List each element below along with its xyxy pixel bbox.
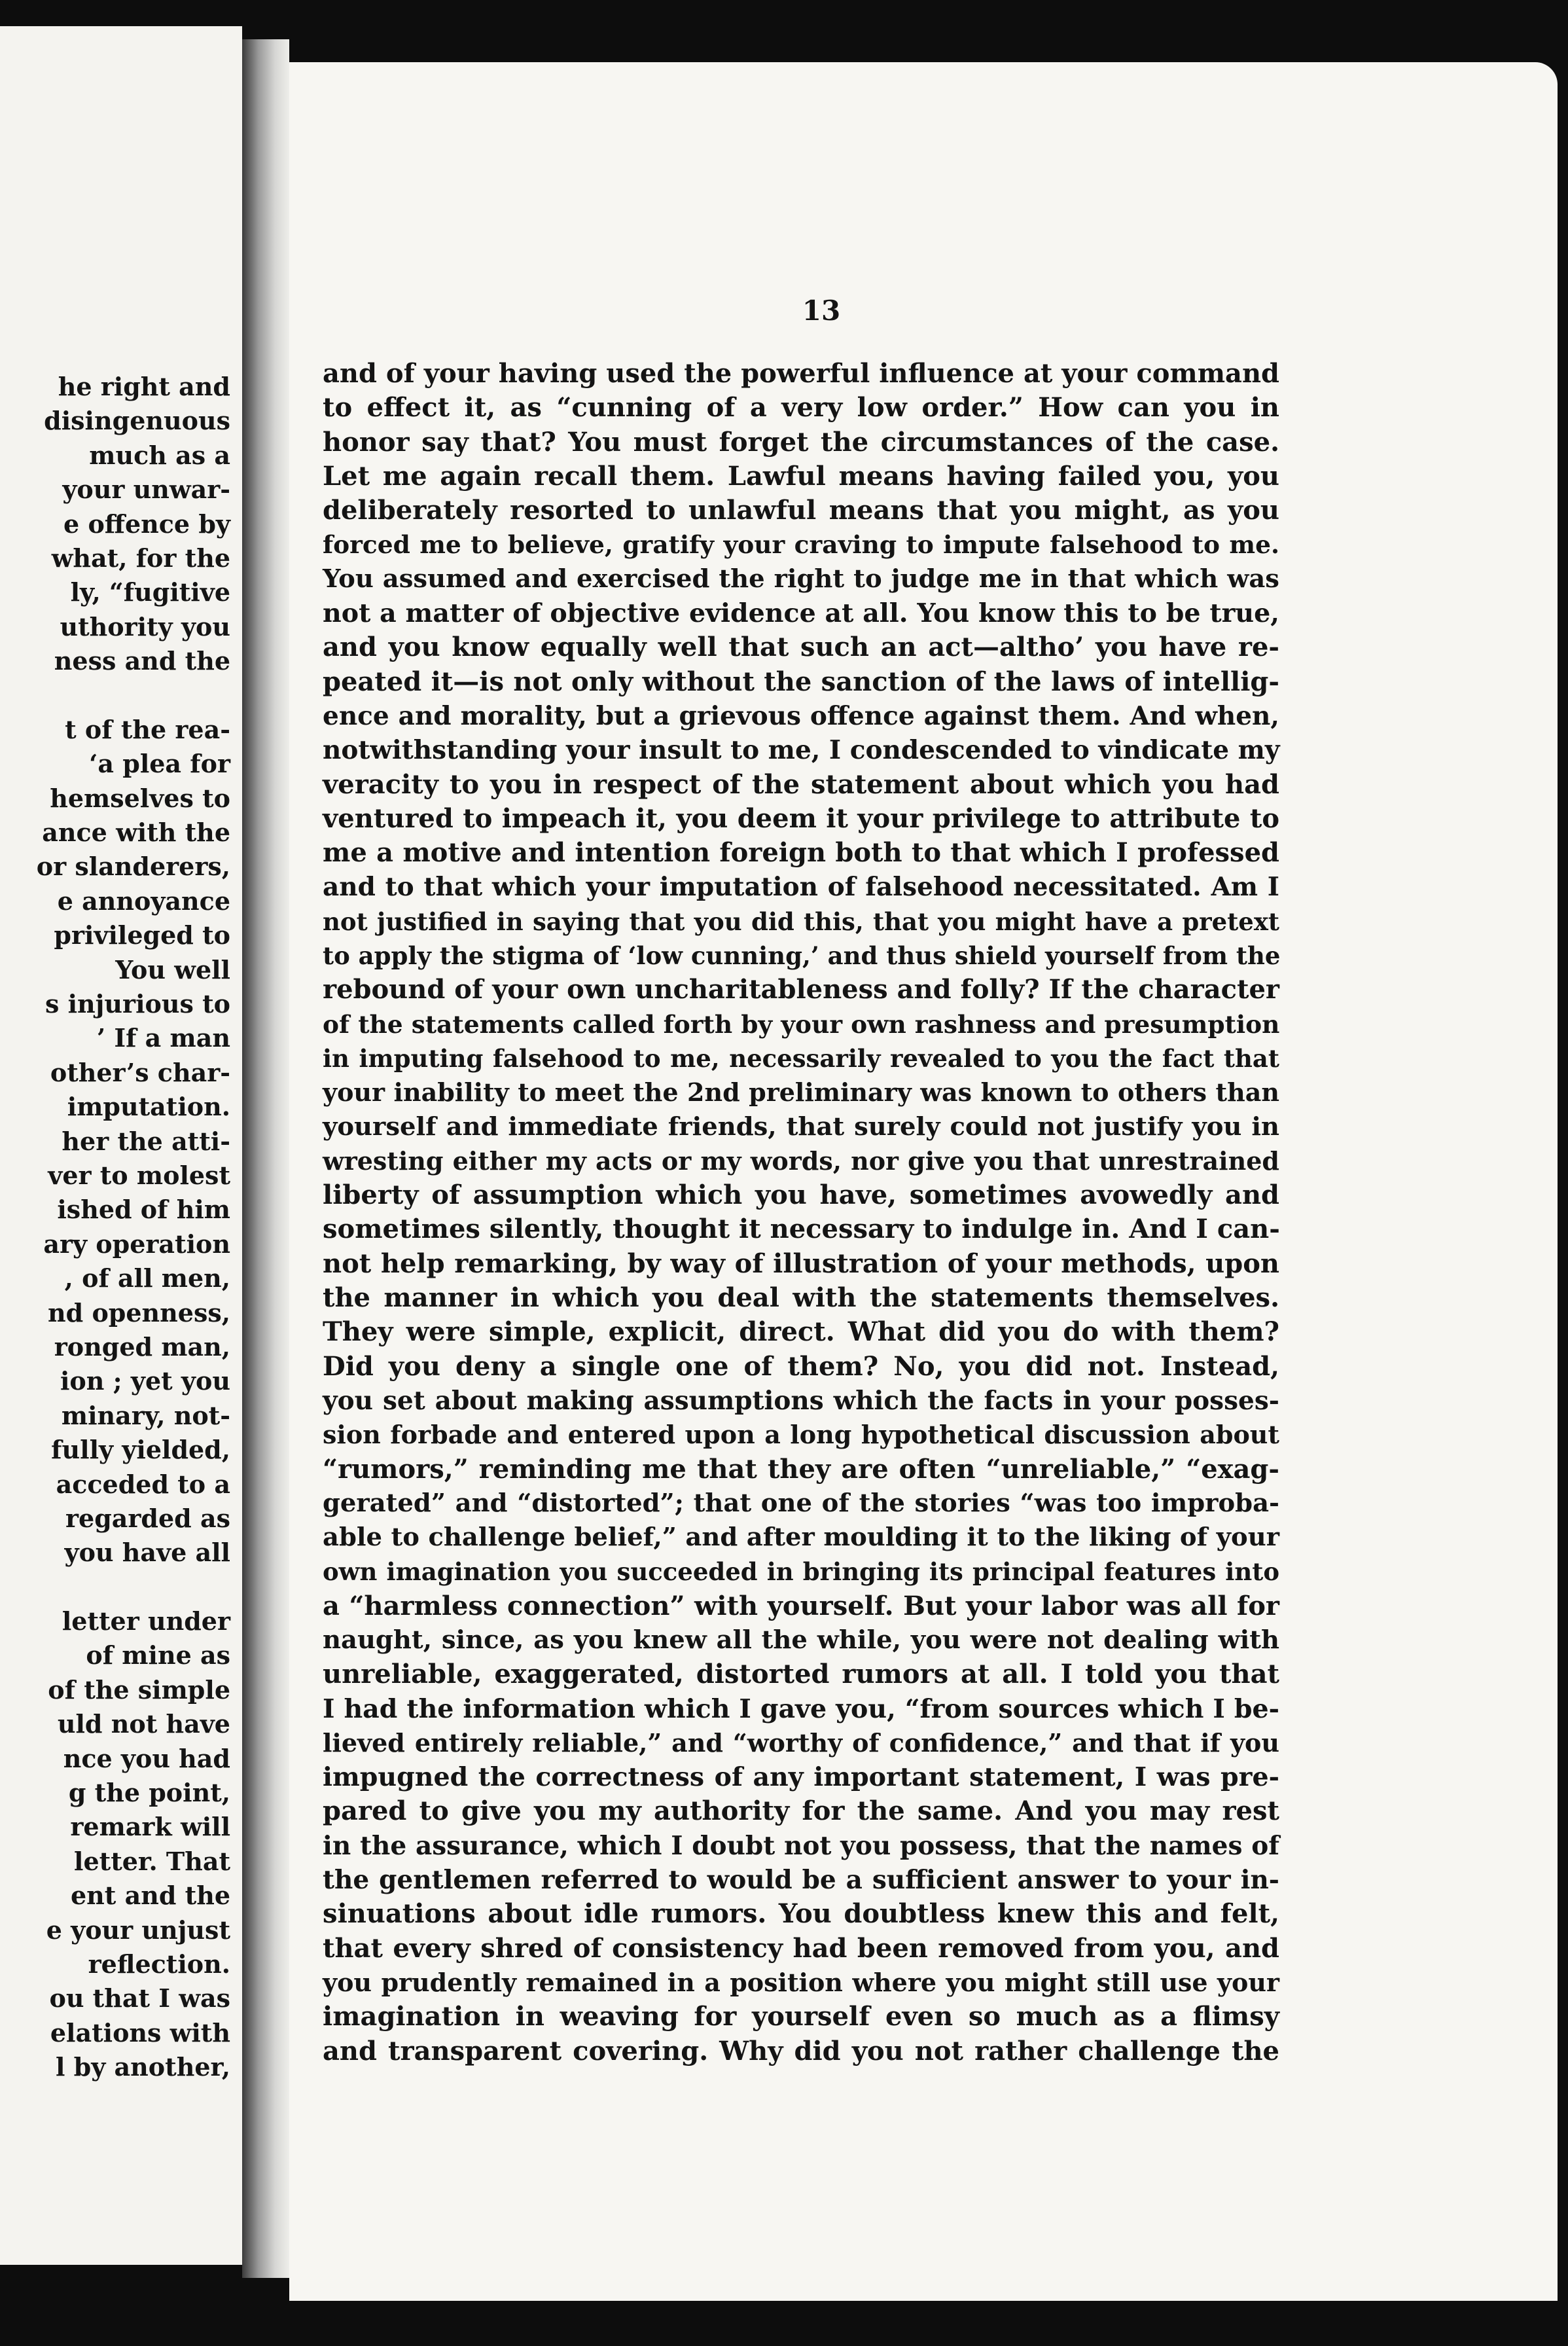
previous-page-line: regarded as [65, 1503, 230, 1533]
text-line: to effect it, as “cunning of a very low order.” How can you in [323, 392, 1279, 424]
previous-page-line: letter under [62, 1606, 230, 1636]
text-line: veracity to you in respect of the statement about which you had [323, 768, 1279, 800]
text-line: that every shred of consistency had been removed from you, and [323, 1932, 1279, 1964]
previous-page-line: e annoyance [57, 886, 230, 916]
previous-page-line: ronged man, [54, 1331, 230, 1362]
previous-page-line: , of all men, [64, 1263, 230, 1293]
text-line: to apply the stigma of ‘low cunning,’ and thus shield yourself from the [323, 941, 1281, 971]
text-line: not help remarking, by way of illustration of your methods, upon [323, 1248, 1279, 1279]
previous-page-line: uld not have [57, 1709, 230, 1739]
text-line: a “harmless connection” with yourself. But your labor was all for [323, 1590, 1279, 1621]
text-line: impugned the correctness of any important statement, I was pre- [323, 1762, 1279, 1793]
previous-page-line: letter. That [74, 1846, 230, 1876]
text-line: Did you deny a single one of them? No, you did not. Instead, [323, 1350, 1279, 1382]
previous-page-line: nd openness, [48, 1297, 230, 1327]
previous-page-line: your unwar- [62, 475, 230, 505]
previous-page-line: imputation. [67, 1092, 230, 1122]
previous-page-line: ness and the [54, 646, 230, 676]
text-line: naught, since, as you knew all the while, you were not dealing with [323, 1625, 1279, 1655]
text-line: you prudently remained in a position where you might still use your [323, 1967, 1279, 1997]
previous-page-line: hemselves to [50, 783, 230, 813]
text-line: the manner in which you deal with the statements themselves. [323, 1282, 1279, 1314]
previous-page-line: elations with [50, 2017, 230, 2048]
previous-page-line: much as a [89, 440, 230, 470]
text-line: wresting either my acts or my words, nor give you that unrestrained [323, 1146, 1279, 1176]
text-line: Let me again recall them. Lawful means having failed you, you [323, 460, 1279, 492]
previous-page-line: uthority you [60, 611, 230, 641]
previous-page-line: minary, not- [61, 1400, 230, 1430]
text-line: honor say that? You must forget the circumstances of the case. [323, 426, 1279, 458]
previous-page-line: ance with the [42, 818, 230, 848]
previous-page-line: he right and [58, 372, 230, 401]
previous-page-line: you have all [64, 1538, 230, 1568]
previous-page-line: privileged to [54, 920, 230, 950]
previous-page-line: ’ If a man [96, 1023, 230, 1053]
text-line: the gentlemen referred to would be a sufficient answer to your in- [323, 1865, 1279, 1896]
text-line: unreliable, exaggerated, distorted rumors at all. I told you that [323, 1659, 1279, 1690]
previous-page-line: ‘a plea for [89, 749, 230, 779]
book-gutter [242, 39, 289, 2278]
previous-page-line: of the simple [48, 1674, 230, 1705]
text-line: rebound of your own uncharitableness and folly? If the character [323, 974, 1279, 1005]
text-line: I had the information which I gave you, “from sources which I be- [323, 1693, 1279, 1724]
text-line: of the statements called forth by your own rashness and presumption [323, 1009, 1280, 1039]
previous-page-line: g the point, [68, 1778, 230, 1808]
text-line: and transparent covering. Why did you not rather challenge the [323, 2035, 1279, 2066]
previous-page-line: ly, “fugitive [70, 577, 230, 607]
text-line: “rumors,” reminding me that they are often “unreliable,” “exag- [323, 1453, 1279, 1485]
text-line: and of your having used the powerful influence at your command [323, 358, 1279, 389]
previous-page-line: ished of him [57, 1195, 230, 1225]
previous-page-line: what, for the [51, 543, 230, 573]
text-line: in imputing falsehood to me, necessarily revealed to you the fact that [323, 1043, 1279, 1073]
previous-page-line: e your unjust [46, 1915, 230, 1945]
previous-page-line: fully yielded, [51, 1435, 230, 1465]
text-line: pared to give you my authority for the same. And you may rest [323, 1796, 1279, 1827]
text-line: peated it—is not only without the sanction of the laws of intellig- [323, 666, 1279, 697]
text-line: sinuations about idle rumors. You doubtless knew this and felt, [323, 1898, 1279, 1930]
previous-page-line [0, 1570, 230, 1604]
text-line: me a motive and intention foreign both to that which I professed [323, 837, 1279, 869]
text-line: and you know equally well that such an act—altho’ you have re- [323, 632, 1279, 663]
previous-page-line: ver to molest [48, 1160, 230, 1190]
previous-page-line: her the atti- [62, 1126, 230, 1156]
text-line: imagination in weaving for yourself even so much as a flimsy [323, 2001, 1279, 2032]
previous-page-line: or slanderers, [36, 852, 230, 882]
text-line: They were simple, explicit, direct. What did you do with them? [323, 1316, 1279, 1348]
previous-page-line [0, 679, 230, 713]
text-line: in the assurance, which I doubt not you possess, that the names of [323, 1830, 1279, 1861]
body-text [323, 357, 1279, 2068]
previous-page-line: s injurious to [45, 989, 230, 1019]
previous-page-line: nce you had [63, 1743, 230, 1773]
text-line: you set about making assumptions which the facts in your posses- [323, 1385, 1279, 1416]
page-number: 13 [802, 295, 841, 327]
previous-page-line: ent and the [71, 1881, 230, 1911]
previous-page-line: l by another, [56, 2052, 230, 2082]
text-line: liberty of assumption which you have, sometimes avowedly and [323, 1180, 1279, 1211]
text-line: sion forbade and entered upon a long hypothetical discussion about [323, 1420, 1279, 1450]
previous-page-line: other’s char- [50, 1057, 230, 1087]
text-line: not justified in saying that you did this, that you might have a pretext [323, 907, 1279, 936]
text-line: sometimes silently, thought it necessary to indulge in. And I can- [323, 1214, 1280, 1245]
text-line: deliberately resorted to unlawful means that you might, as you [323, 495, 1279, 526]
text-line: ventured to impeach it, you deem it your privilege to attribute to [323, 803, 1279, 834]
previous-page-line: ary operation [43, 1229, 230, 1259]
text-line: yourself and immediate friends, that surely could not justify you in [323, 1111, 1279, 1142]
previous-page-line: ion ; yet you [60, 1366, 230, 1396]
text-line: able to challenge belief,” and after moulding it to the liking of your [323, 1523, 1279, 1553]
text-line: ence and morality, but a grievous offence against them. And when, [323, 700, 1279, 731]
previous-page-line: acceded to a [56, 1469, 230, 1499]
previous-page-line: e offence by [63, 509, 230, 539]
text-line: your inability to meet the 2nd preliminary was known to others than [323, 1077, 1279, 1108]
previous-page-line: ou that I was [49, 1983, 230, 2013]
previous-page-line: disingenuous [44, 406, 230, 436]
previous-page-line: remark will [70, 1812, 230, 1842]
text-line: You assumed and exercised the right to judge me in that which was [323, 564, 1279, 594]
previous-page-line: You well [115, 954, 230, 984]
text-line: and to that which your imputation of falsehood necessitated. Am I [323, 872, 1279, 903]
previous-page-line: of mine as [86, 1640, 230, 1670]
text-line: lieved entirely reliable,” and “worthy of confidence,” and that if you [323, 1727, 1279, 1758]
text-line: gerated” and “distorted”; that one of the stories “was too improba- [323, 1488, 1279, 1518]
previous-page-fragment [0, 26, 242, 2265]
text-line: forced me to believe, gratify your craving to impute falsehood to me. [323, 530, 1279, 560]
previous-page-line: reflection. [88, 1949, 230, 1979]
text-line: not a matter of objective evidence at all. You know this to be true, [323, 598, 1279, 629]
previous-page-line: t of the rea- [65, 714, 230, 744]
previous-page-text [0, 370, 230, 2085]
text-line: notwithstanding your insult to me, I condescended to vindicate my [323, 735, 1280, 766]
text-line: own imagination you succeeded in bringing its principal features into [323, 1557, 1279, 1587]
